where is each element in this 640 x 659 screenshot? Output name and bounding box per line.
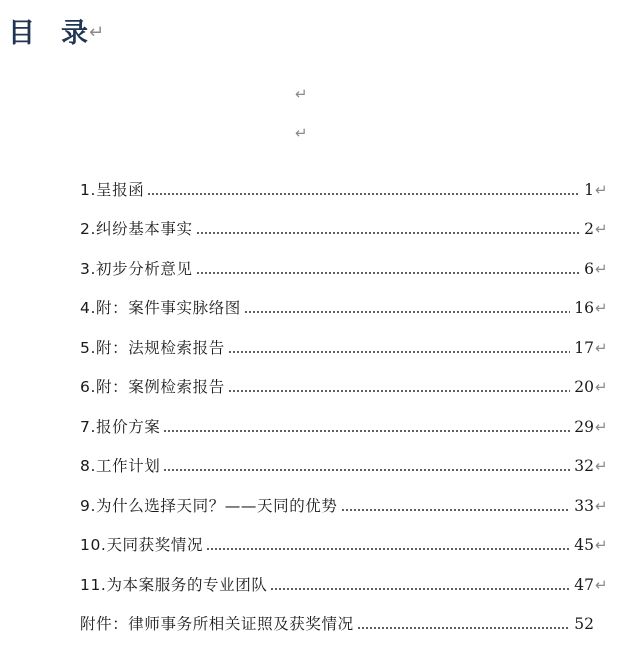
toc-entry-label: 9.为什么选择天同？——天同的优势 (80, 496, 338, 515)
toc-entry[interactable] (80, 359, 608, 399)
heading-char: 目 (8, 17, 35, 49)
paragraph-mark-icon: ↵ (595, 496, 608, 515)
toc-entry-label: 附件：律师事务所相关证照及获奖情况 (80, 615, 354, 633)
toc-entry[interactable] (80, 161, 608, 201)
paragraph-mark-icon: ↵ (595, 259, 608, 278)
paragraph-mark-icon: ↵ (595, 378, 608, 396)
toc-entry-label: 6.附：案例检索报告 (80, 378, 225, 396)
toc-entry[interactable] (80, 438, 608, 478)
toc-heading (8, 10, 104, 50)
toc-page-number: 20 (574, 378, 594, 396)
toc-page-number: 2 (584, 220, 594, 238)
paragraph-mark-icon: ↵ (89, 21, 105, 43)
toc-entry[interactable] (80, 398, 608, 438)
toc-page-number: 29 (574, 417, 594, 436)
toc-entry-label: 8.工作计划 (80, 457, 161, 475)
toc-entry[interactable] (80, 280, 608, 320)
paragraph-mark-icon: ↵ (595, 338, 608, 357)
toc-entry[interactable] (80, 319, 608, 359)
toc-entry-label: 2.纠纷基本事实 (80, 220, 193, 238)
paragraph-mark-icon: ↵ (595, 220, 608, 238)
heading-char: 录 (61, 17, 88, 49)
empty-paragraph (295, 84, 308, 104)
dot-leader (228, 351, 570, 353)
toc-page-number: 6 (584, 259, 594, 278)
dot-leader (196, 272, 581, 274)
dot-leader (206, 548, 570, 550)
dot-leader (341, 509, 571, 511)
toc-entry[interactable] (80, 596, 608, 636)
dot-leader (163, 430, 570, 432)
paragraph-mark-icon: ↵ (595, 417, 608, 436)
toc-page-number: 17 (574, 338, 594, 357)
toc-entry-label: 5.附：法规检索报告 (80, 338, 225, 357)
toc-entry[interactable] (80, 517, 608, 557)
dot-leader (244, 311, 570, 313)
toc-entry[interactable] (80, 477, 608, 517)
toc-entry-label: 4.附：案件事实脉络图 (80, 299, 241, 317)
dot-leader (228, 390, 570, 392)
paragraph-mark-icon: ↵ (295, 85, 308, 103)
toc-entry-label: 10.天同获奖情况 (80, 536, 204, 554)
toc-entry-label: 7.报价方案 (80, 417, 161, 436)
dot-leader (196, 232, 581, 234)
toc-entry-label: 11.为本案服务的专业团队 (80, 575, 268, 594)
toc-page-number: 45 (574, 536, 594, 554)
toc-entry-label: 1.呈报函 (80, 180, 145, 199)
dot-leader (163, 469, 570, 471)
toc-entry[interactable] (80, 201, 608, 241)
toc-page-number: 33 (574, 496, 594, 515)
toc-page-number: 1 (584, 180, 594, 199)
paragraph-mark-icon: ↵ (595, 536, 608, 554)
toc-page-number: 32 (574, 457, 594, 475)
toc-page-number: 16 (574, 299, 594, 317)
dot-leader (147, 193, 580, 195)
empty-paragraph (295, 123, 308, 143)
toc-page-number: 47 (574, 575, 594, 594)
toc-entry[interactable] (80, 240, 608, 280)
paragraph-mark-icon: ↵ (595, 457, 608, 475)
toc-page-number: 52 (574, 615, 594, 633)
dot-leader (270, 588, 570, 590)
toc-entry-label: 3.初步分析意见 (80, 259, 193, 278)
paragraph-mark-icon: ↵ (595, 180, 608, 199)
paragraph-mark-icon: ↵ (595, 299, 608, 317)
dot-leader (357, 627, 571, 629)
table-of-contents (80, 161, 608, 635)
paragraph-mark-icon: ↵ (595, 575, 608, 594)
paragraph-mark-icon: ↵ (295, 124, 308, 142)
toc-entry[interactable] (80, 556, 608, 596)
